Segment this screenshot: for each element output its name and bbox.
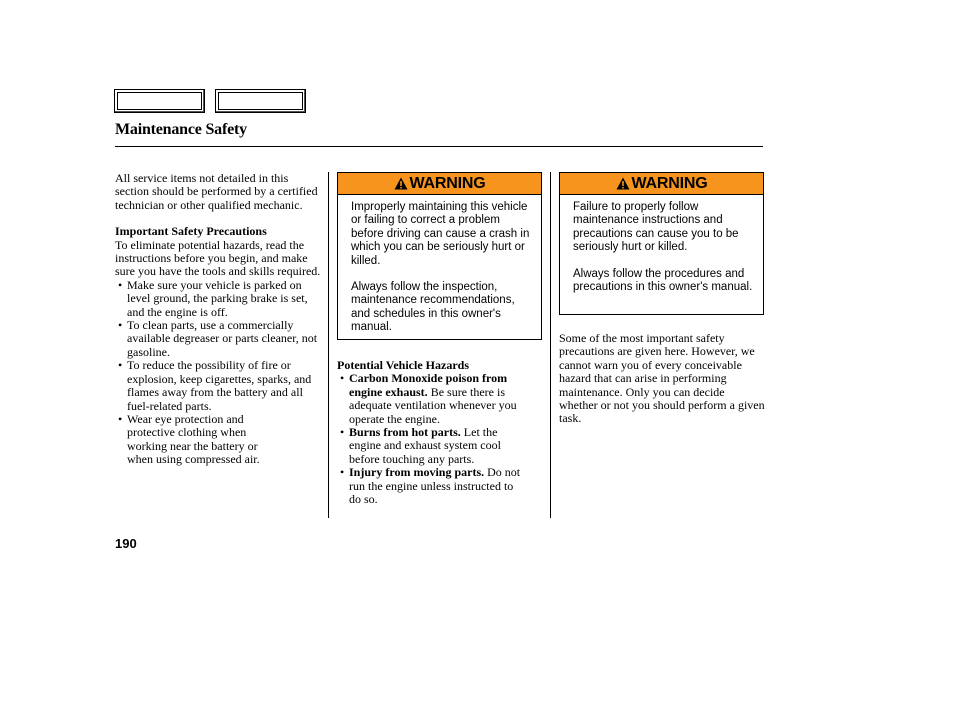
hazard-title: Carbon Monoxide poison from engine exhaust. bbox=[349, 371, 508, 399]
warning-text: Failure to properly follow maintenance instructions and precautions can cause you to be seriously hurt or killed. bbox=[573, 201, 739, 254]
column-divider bbox=[550, 172, 551, 518]
page-title: Maintenance Safety bbox=[115, 121, 247, 138]
warning-text: Improperly maintaining this vehicle or failing to correct a problem before driving can cause a crash in which you can be seriously hurt or killed. bbox=[351, 201, 530, 267]
column-3 bbox=[559, 332, 766, 426]
warning-box-2 bbox=[559, 172, 764, 315]
hazard-title: Burns from hot parts. bbox=[349, 425, 461, 440]
nav-button-1[interactable] bbox=[114, 89, 205, 113]
list-item bbox=[337, 466, 527, 506]
list-item: • To reduce the possibility of fire or explosion, keep cigarettes, sparks, and flames away from the battery and all fuel-related parts. bbox=[115, 359, 322, 413]
column-1 bbox=[115, 172, 322, 467]
warning-triangle-icon bbox=[616, 177, 630, 190]
column-divider bbox=[328, 172, 329, 518]
list-item bbox=[337, 426, 527, 466]
safety-precautions-heading: Important Safety Precautions bbox=[115, 224, 267, 239]
warning-header bbox=[338, 173, 541, 195]
intro-paragraph: All service items not detailed in this section should be performed by a certified technician or other qualified mechanic. bbox=[115, 171, 318, 212]
list-item: • To clean parts, use a commercially available degreaser or parts cleaner, not gasoline. bbox=[115, 319, 322, 359]
hazard-text: Be sure there is adequate ventilation whenever you operate the engine. bbox=[349, 384, 517, 426]
warning-label: WARNING bbox=[631, 174, 708, 192]
warning-label: WARNING bbox=[409, 174, 486, 192]
safety-precautions-paragraph: To eliminate potential hazards, read the instructions before you begin, and make sure you have the tools and skills required. bbox=[115, 237, 321, 279]
page-number: 190 bbox=[115, 536, 137, 551]
nav-button-2[interactable] bbox=[215, 89, 306, 113]
precautions-list bbox=[115, 279, 322, 467]
list-item bbox=[337, 372, 527, 426]
warning-triangle-icon bbox=[394, 177, 408, 190]
warning-header bbox=[560, 173, 763, 195]
hazards-list bbox=[337, 372, 527, 506]
list-item: • Wear eye protection and protective clothing when working near the battery or when using compressed air. bbox=[115, 413, 322, 467]
hazard-text: Do not run the engine unless instructed to do so. bbox=[349, 465, 521, 507]
hazard-text: Let the engine and exhaust system cool before touching any parts. bbox=[349, 425, 501, 466]
column-2 bbox=[337, 359, 527, 506]
safety-note-paragraph: Some of the most important safety precautions are given here. However, we cannot warn you of every conceivable hazard that can arise in performing maintenance. Only you can decide whether or not you should perform a given task. bbox=[559, 331, 765, 426]
title-divider bbox=[115, 146, 763, 147]
vehicle-hazards-heading: Potential Vehicle Hazards bbox=[337, 358, 469, 372]
list-item: • Make sure your vehicle is parked on level ground, the parking brake is set, and the engine is off. bbox=[115, 279, 322, 319]
warning-text: Always follow the procedures and precautions in this owner's manual. bbox=[573, 267, 753, 294]
warning-box-1 bbox=[337, 172, 542, 340]
warning-text: Always follow the inspection, maintenance recommendations, and schedules in this owner's manual. bbox=[351, 281, 515, 334]
hazard-title: Injury from moving parts. bbox=[349, 465, 485, 480]
